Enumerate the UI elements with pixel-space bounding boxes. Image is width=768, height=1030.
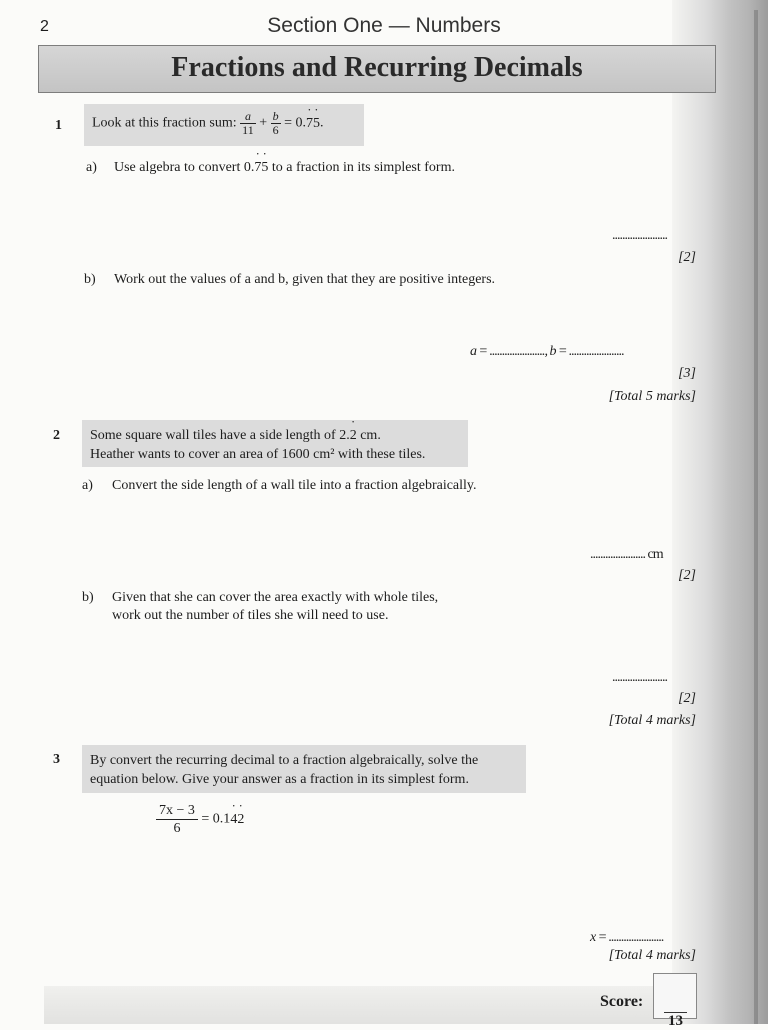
page-number: 2 <box>40 18 49 35</box>
q1-frac-a-den: 11 <box>242 123 254 137</box>
q2a-text: Convert the side length of a wall tile into a fraction algebraically. <box>112 478 477 493</box>
question-3-number: 3 <box>53 752 60 767</box>
q2-total-marks: [Total 4 marks] <box>608 713 696 728</box>
title-banner <box>38 45 716 93</box>
q2a-marks: [2] <box>678 568 696 583</box>
q1a-text-end: to a fraction in its simplest form. <box>271 160 455 175</box>
q1-recurring-digit: 7 ˙ <box>306 114 313 133</box>
q1a-answer-line[interactable]: ...................... <box>612 228 667 243</box>
q2b-answer-line[interactable]: ...................... <box>612 670 667 685</box>
q1b-answer-line[interactable]: a = ......................, b = ...................... <box>470 344 624 359</box>
score-label: Score: <box>600 993 644 1010</box>
q2-box-line-1 <box>90 426 460 445</box>
q2b-text-2: work out the number of tiles she will need to use. <box>112 608 389 623</box>
q2b-text-1: Given that she can cover the area exactly with whole tiles, <box>112 590 439 605</box>
q1a-recurring-digit: 7 ˙ <box>254 160 261 176</box>
q3-box-line-1: By convert the recurring decimal to a fraction algebraically, solve the <box>90 753 479 768</box>
q1b-marks: [3] <box>678 366 696 381</box>
q2-box-line-2: Heather wants to cover an area of 1600 cm² with these tiles. <box>90 447 426 462</box>
q1-frac-a-num: a <box>240 110 256 124</box>
question-3-box <box>82 745 526 793</box>
q3-recurring-digit: 4 ˙ <box>230 812 237 828</box>
question-2-box <box>82 420 468 467</box>
q2a-answer-line[interactable]: ...................... cm <box>590 547 663 562</box>
q2b-label: b) <box>82 590 94 605</box>
q1-frac-b-den: 6 <box>272 123 279 137</box>
q3-total-marks: [Total 4 marks] <box>608 948 696 963</box>
question-1-box <box>84 104 364 146</box>
q3-box-line-2: equation below. Give your answer as a fraction in its simplest form. <box>90 772 469 787</box>
q3-recurring-digit: 2 ˙ <box>237 812 244 828</box>
q3-equation-fraction <box>156 802 198 837</box>
q2-line1-text: Some square wall tiles have a side length of 2. <box>90 428 350 443</box>
q3-answer-line[interactable]: x = ...................... <box>590 930 664 945</box>
q1-fraction-a <box>240 110 256 137</box>
q1b-text: Work out the values of a and b, given that they are positive integers. <box>114 272 496 287</box>
score-denominator: 13 <box>664 1012 687 1030</box>
q3-equation <box>156 802 244 837</box>
q1-total-marks: [Total 5 marks] <box>608 389 696 404</box>
q1-fraction-b <box>271 110 281 137</box>
q1-lead-text: Look at this fraction sum: <box>92 115 237 131</box>
q1a-marks: [2] <box>678 250 696 265</box>
q1-equals: = 0. <box>284 115 307 131</box>
q2-recurring-digit: 2 ˙ <box>350 426 357 445</box>
q3-eq-rhs: = 0.1 <box>201 811 231 827</box>
q1-frac-b-num: b <box>272 109 279 123</box>
q3-eq-numerator: 7x − 3 <box>156 802 198 820</box>
question-1-number: 1 <box>55 118 62 133</box>
question-2-number: 2 <box>53 428 60 443</box>
q1-recurring-digit: 5 ˙ <box>313 114 320 133</box>
q1b-label: b) <box>84 272 96 287</box>
q2b-marks: [2] <box>678 691 696 706</box>
q1-plus: + <box>259 115 268 131</box>
footer-bar <box>44 986 674 1024</box>
page-title: Fractions and Recurring Decimals <box>171 52 583 83</box>
q1a-text <box>114 160 455 176</box>
q2-line1-end: cm. <box>360 428 381 443</box>
q3-eq-denominator: 6 <box>173 821 181 836</box>
section-heading: Section One — Numbers <box>267 14 501 37</box>
q1-end: . <box>320 115 324 131</box>
q1a-text-start: Use algebra to convert 0. <box>114 160 255 175</box>
page-edge <box>754 10 758 1024</box>
q1a-recurring-digit: 5 ˙ <box>261 160 268 176</box>
q2a-label: a) <box>82 478 93 493</box>
q1a-label: a) <box>86 160 97 175</box>
